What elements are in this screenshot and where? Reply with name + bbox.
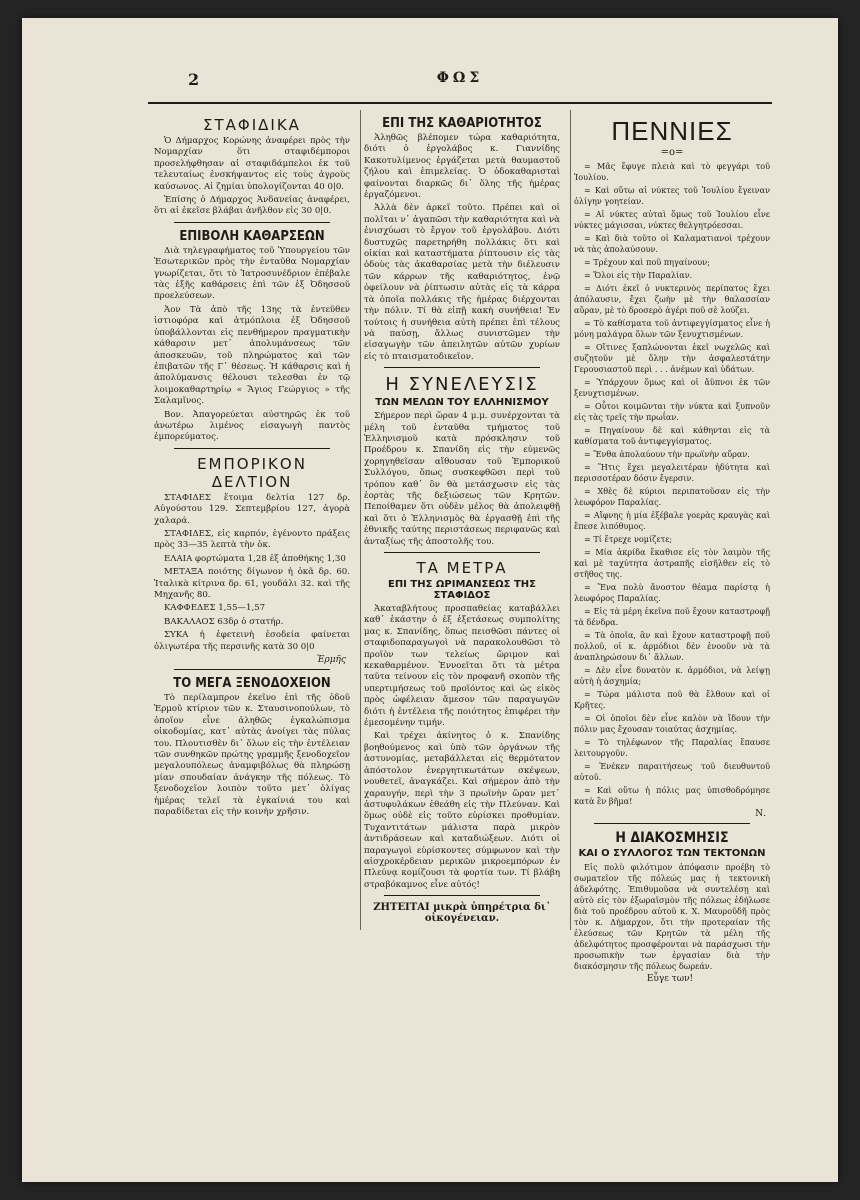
article-pennies — [574, 116, 770, 819]
pennies-line: = Τὸ καθίσματα τοῦ ἀντιφεγγίσματος εἶνε ἡ μόνη μαλάγρα ὅλων τῶν ξενυχτισμένων. — [574, 318, 770, 339]
article-title: Η ΣΥΝΕΛΕΥΣΙΣ — [385, 374, 539, 396]
paper-title: ΦΩΣ — [436, 70, 484, 86]
pennies-line: = Τὸ τηλέφωνον τῆς Παραλίας ἔπαυσε λειτουργοῦν. — [574, 737, 770, 758]
column-divider — [360, 110, 361, 930]
pennies-line: = Πηγαίνουν δὲ καὶ κάθηνται εἰς τὰ καθίσματα τοῦ ἀντιφεγγίσματος. — [574, 425, 770, 446]
pennies-line: = Δὲν εἶνε δυνατὸν κ. ἁρμόδιοι, νὰ λείψῃ αὐτὴ ἡ ἀσχημία; — [574, 665, 770, 686]
article-paragraph: Ἀκαταβλήτους προσπαθείας καταβάλλει καθ᾽ ἑκάστην ὁ ἐξ ἐξετάσεως συμπολίτης μας κ. Σπανίδης, ὅπως πεισθῶσι πάντες οἱ σταφιδοπαραγωγοὶ νὰ παρακολουθῶσι τὸ προϊὸν των τελείως ὥριμον καὶ κεκαθαρμένον. Ἐννοεῖται ὅτι τὰ μέτρα ταῦτα τείνουν εἰς τὸν προφανῆ σκοπὸν τῆς υπερτιμήσεως τοῦ προϊόντος καὶ ὡς εἰκὸς πρὸς ὠφέλειαν ἄμεσον τῶν παραγωγῶν διότι ἡ ἐντέλεια τῆς ποιότητος ἐπιφέρει τὴν ἐμεσομένην τιμήν. — [364, 604, 560, 729]
section-rule — [384, 552, 540, 553]
classified-ad: ΖΗΤΕΙΤΑΙ μικρὰ ὑπηρέτρια δι᾽ οἰκογένειαν. — [373, 902, 551, 925]
article-title: ΣΤΑΦΙΔΙΚΑ — [203, 116, 301, 134]
article-title: ΕΜΠΟΡΙΚΟΝ ΔΕΛΤΙΟΝ — [197, 454, 307, 491]
pennies-line: = Ἕνα πολὺ ἄνοστον θέαμα παρίστᾳ ἡ λεωφόρος Παραλίας. — [574, 582, 770, 603]
section-rule — [174, 222, 330, 223]
section-rule — [384, 895, 540, 896]
pennies-line: = Τρέχουν καὶ ποῦ πηγαίνουν; — [584, 257, 710, 267]
pennies-line: = Αἴφνης ἡ μία ἐξέβαλε γοερὰς κραυγὰς καὶ ἔπεσε λιπόθυμος. — [574, 510, 770, 531]
article-title: Η ΔΙΑΚΟΣΜΗΣΙΣ — [615, 830, 729, 846]
article-title: ΤΑ ΜΕΤΡΑ — [416, 559, 508, 577]
section-rule — [174, 669, 330, 670]
article-paragraph: ΒΑΚΑΛΑΟΣ 63δρ ὁ στατήρ. — [164, 616, 284, 627]
article-signature: Ν. — [755, 809, 766, 819]
article-paragraph: Βον. Ἀπαγορεύεται αὐστηρῶς ἐκ τοῦ ἀνωτέρω λιμένος εἰσαγωγὴ παντὸς ἐμπορεύματος. — [154, 409, 350, 443]
article-title: ΠΕΝΝΙΕΣ — [611, 116, 733, 146]
article-paragraph: Διὰ τηλεγραφήματος τοῦ Ὑπουργείου τῶν Ἐσωτερικῶν πρὸς τὴν ἐνταῦθα Νομαρχίαν γνωρίζεται, ὅτι τὸ Ἰατροσυνέδριον ἐπέβαλε τὰς ἑξῆς καθάρσεις ἐπὶ τῶν ἐξ Ὀδησσοῦ προελεύσεων. — [154, 245, 350, 302]
article-paragraph: Καὶ τρέχει ἀκίνητος ὁ κ. Σπανίδης βοηθούμενος καὶ ὑπὸ τῶν ὀργάνων τῆς ἀστυνομίας, μεταβάλλεται εἰς θερμότατον ἀπόστολον ἐνεργητικωτάτων σκέψεων, νουθετεῖ, ἀναγκάζει. Καὶ σήμερον ἀπὸ τὴν χαραυγήν, περὶ τὴν 3 πρωϊνὴν ὥραν μετ᾽ ἀστυφυλάκων ἐθεάθη εἰς τὴν Πλεύναν. Καὶ ὅμως οὐδὲ εἰς τοῦτο εὑρίσκει προθυμίαν. Τυχαντιτάτων μάλιστα παρὰ μικρὸν ἀντιδράσεων καὶ καταδιώξεων. Διότι οἱ παραγωγοὶ εὑρίσκοντες σύμφωνον καὶ τὴν αἰσχροκέρδειαν μερικῶν μικροεμπόρων ἐν Πλεύνᾳ κομίζουσι τὰ φορτία των. Τί βλάβη στραβόκαμνος εἶνε αὐτός! — [364, 731, 560, 890]
pennies-line: = Καὶ οὕτω αἱ νύκτες τοῦ Ἰουλίου ἔγειναν ὀλίγην γοητείαν. — [574, 185, 770, 206]
pennies-line: = Ἐνέκεν παραιτήσεως τοῦ διευθυντοῦ αὐτοῦ. — [574, 761, 770, 782]
pennies-line: = Τί ἔτρεχε νομίζετε; — [584, 534, 673, 544]
pennies-line: = Εἰς τὰ μέρη ἐκεῖνα ποῦ ἔχουν καταστροφῇ τὰ δένδρα. — [574, 606, 770, 627]
article-paragraph: Τὸ περίλαμπρον ἐκεῖνο ἐπὶ τῆς ὁδοῦ Ἑρμοῦ κτίριον τῶν κ. Σταυσινοπούλων, τὸ ὁποῖον εἶνε ἀληθῶς ἐγκαλώπισμα οἰκοδομίας, κατ᾽ αὐτὰς ἀνοίγει τὰς πύλας του. Πλουτισθὲν δι᾽ ὅλων εἰς τὴν ἐντέλειαν τῶν συνθηκῶν πρώτης γραμμῆς ξενοδοχεῖον μεγαλουπόλεως ἀναμφιβόλως θὰ πληρώσῃ μίαν σπουδαίαν ἀνάγκην τῆς πόλεως. Τὸ ξενοδοχεῖον λοιπὸν τοῦτο μετ᾽ ὀλίγας ἡμέρας τελεῖ τὰ ἐγκαίνιά του καὶ παραδίδεται εἰς τὴν κοινὴν χρῆσιν. — [154, 693, 350, 818]
column-divider — [570, 110, 571, 930]
article-paragraph: ΣΥΚΑ ἡ ἐφετεινὴ ἐσοδεία φαίνεται ὀλιγωτέρα τῆς περσινῆς κατὰ 30 0|0 — [154, 630, 350, 652]
pennies-line: = Μία ἀκρίδα ἔκαθισε εἰς τὸν λαιμὸν τῆς καὶ μὲ ταχύτητα ἀστραπῆς εἰσῆλθεν εἰς τὸ στῆθος της. — [574, 547, 770, 579]
pennies-line: = Ὑπάρχουν ὅμως καὶ οἱ ἄϋπνοι ἐκ τῶν ξενυχτισμένων. — [574, 377, 770, 398]
article-subtitle: ΤΩΝ ΜΕΛΩΝ ΤΟΥ ΕΛΛΗΝΙΣΜΟΥ — [375, 397, 549, 409]
section-rule — [384, 367, 540, 368]
article-paragraph: Ὁ Δήμαρχος Κορώνης ἀναφέρει πρὸς τὴν Νομαρχίαν ὅτι σταφιδέμποροι προσελήφθησαν αἱ σταφιδάμπελοι ἐκ τοῦ τελευταίως ἐνσκήψαντος εἰς τοὺς ἀγροὺς καύσωνος. Αἱ ζημίαι ὑπολογίζονται 40 0|0. — [154, 136, 350, 192]
article-katharseis — [154, 229, 350, 444]
article-title: ΕΠΙΒΟΛΗ ΚΑΘΑΡΣΕΩΝ — [179, 228, 325, 244]
article-decoration — [574, 830, 770, 984]
article-paragraph: ΜΕΤΑΞΑ ποιότης δίγωνον ἡ ὀκᾶ δρ. 60. Ἰταλικὰ κίτρινα δρ. 61, γουδάλι 32. καὶ τῆς Μηχανῆς 80. — [154, 567, 350, 600]
article-measures — [364, 559, 560, 891]
page-number: 2 — [188, 70, 200, 89]
article-cleanliness — [364, 116, 560, 363]
article-assembly — [364, 374, 560, 548]
pennies-line: = Οἱ ὁποῖοι δὲν εἶνε καλὸν νὰ ἴδουν τὴν πόλιν μας ἔχουσαν τοιαύτας ἀσχημίας. — [574, 713, 770, 734]
article-paragraph: Σήμερον περὶ ὥραν 4 μ.μ. συνέρχονται τὰ μέλη τοῦ ἐνταῦθα τμήματος τοῦ Ἑλληνισμοῦ κατὰ πρόσκλησιν τοῦ Προέδρου κ. Σπανίδη εἰς τὴν εὐμενῶς χορηγηθεῖσαν αἴθουσαν τοῦ Ἐμπορικοῦ Συλλόγου, ὅπως συσκεφθῶσι περὶ τοῦ τρόπου καθ᾽ ὃν θὰ μετάσχωσιν εἰς τὰς ἑορτὰς τῆς δεξιώσεως τῶν Κρητῶν. Πεποίθαμεν ὅτι οὐδὲν μέλος θὰ ἀπολειφθῇ καὶ ὅτι ὁ Ἑλληνισμὸς θὰ ἐργασθῇ ἐπὶ τῆς ἐθνικῆς ταύτης περιστάσεως περιφανῶς καὶ ἀνταξίως τῆς ἀποστολῆς του. — [364, 411, 560, 547]
pennies-line: = Καὶ οὕτω ἡ πόλις μας ὑπισθοδρόμησε κατὰ ἓν βῆμα! — [574, 785, 770, 806]
pennies-line: = Οὗτοι κοιμῶνται τὴν νύκτα καὶ ξυπνοῦν εἰς τὰς τρεῖς τὴν πρωΐαν. — [574, 401, 770, 422]
masthead-rule — [148, 102, 772, 104]
pennies-line: = Οἵτινες ξαπλώνονται ἐκεῖ νωχελῶς καὶ συζητοῦν μὲ ὅλην τὴν ἀσφαλεστάτην Γερουσιαστοῦ περὶ . . . ἀνέμων καὶ ὑδάτων. — [574, 342, 770, 374]
column-left — [154, 110, 350, 1170]
newspaper-page — [22, 18, 838, 1182]
article-stafidika — [154, 116, 350, 218]
article-paragraph: Ἀληθῶς βλέπομεν τώρα καθαριότητα, διότι ὁ ἐργολάβος κ. Γιαννίδης Κακοτυλίμενος ἐργάζεται μετὰ θαυμαστοῦ ζήλου καὶ ἐπιμελείας. Ὁ ὁδοκαθαρισταὶ φαίνονται διαρκῶς δι᾽ ὅλης τῆς ἡμέρας ἐργαζόμενοι. — [364, 133, 560, 201]
article-paragraph: Ἀον Τὰ ἀπὸ τῆς 13ης τὰ ἐντεῦθεν ἱστιοφόρα καὶ ἀτμόπλοια ἐξ Ὀδησσοῦ ὑποβάλλονται εἰς πενθήμερον πραγματικὴν κάθαρσιν μετ᾽ ἀπολυμάνσεως τῶν ἀποσκευῶν, τοῦ πληρώματος καὶ τῶν ἐπιβατῶν τῆς Γ᾽ θέσεως. Ἡ κάθαρσις καὶ ἡ ἀπολύμανσις θέλουσι τελεσθαι ἐν τῷ λοιμοκαθαρτηρίῳ « Ἅγιος Γεώργιος » τῆς Σαλαμῖνος. — [154, 304, 350, 407]
pennies-line: = Διότι ἐκεῖ ὁ νυκτερινὸς περίπατος ἔχει ἀπόλαυσιν, ἔχει ζωὴν μὲ τὴν θαλασσίαν αὔραν, μὲ τὸ δροσερὸ ἀγέρι ποῦ σὲ λούζει. — [574, 283, 770, 315]
pennies-line: = Ὅλοι εἰς τὴν Παραλίαν. — [584, 270, 693, 280]
article-subtitle: ΚΑΙ Ο ΣΥΛΛΟΓΟΣ ΤΩΝ ΤΕΚΤΟΝΩΝ — [578, 848, 766, 859]
article-hotel — [154, 676, 350, 818]
article-deltion — [154, 455, 350, 665]
pennies-line: = Αἱ νύκτες αὐταὶ ὅμως τοῦ Ἰουλίου εἶνε νύκτες μάγισσαι, νύκτες θελγητρόεσσαι. — [574, 209, 770, 230]
pennies-line: = Ἥτις ἔχει μεγαλειτέραν ἡδύτητα καὶ περισσοτέραν δόσιν ἔγερσιν. — [574, 462, 770, 483]
article-signature: Εὖγε των! — [646, 974, 694, 984]
pennies-line: = Χθὲς δὲ κύριοι περιπατοῦσαν εἰς τὴν λεωφόρον Παραλίας. — [574, 486, 770, 507]
masthead — [148, 70, 772, 98]
pennies-line: = Ἔνθα ἀπολαύουν τὴν πρωϊνὴν αὔραν. — [584, 449, 750, 459]
article-paragraph: ΕΛΑΙΑ φορτώματα 1,28 ἐξ ἀποθήκης 1,30 — [164, 553, 346, 564]
pennies-list — [574, 161, 770, 807]
ornament-divider: =o= — [660, 147, 684, 158]
article-paragraph: ΣΤΑΦΙΔΕΣ ἕτοιμα δελτία 127 δρ. Αὐγούστου 129. Σεπτεμβρίου 127, ἀγορὰ χαλαρά. — [154, 492, 350, 526]
column-right — [574, 110, 770, 1170]
article-paragraph: ΚΑΦΦΕΔΕΣ 1,55—1,57 — [164, 603, 266, 614]
article-paragraph: ΣΤΑΦΙΔΕΣ, εἰς καρπόν, ἐγένοντο πράξεις πρὸς 33—35 λεπτὰ τὴν ὀκ. — [154, 528, 350, 551]
article-title: ΤΟ ΜΕΓΑ ΞΕΝΟΔΟΧΕΙΟΝ — [173, 676, 331, 692]
article-paragraph: Ἐπίσης ὁ Δήμαρχος Ἀνδανείας ἀναφέρει, ὅτι αἱ ἐκεῖσε βλάβαι ἀνῆλθον εἰς 30 0|0. — [154, 195, 350, 217]
section-rule — [174, 448, 330, 449]
pennies-line: = Μᾶς ἔφυγε πλειὰ καὶ τὸ φεγγάρι τοῦ Ἰουλίου. — [574, 161, 770, 182]
article-title: ΕΠΙ ΤΗΣ ΚΑΘΑΡΙΟΤΗΤΟΣ — [382, 116, 542, 131]
article-paragraph: Εἰς πολὺ φιλότιμον ἀπόφασιν προέβη τὸ σωματεῖον τῆς πόλεώς μας ἡ τεκτονικὴ ἀδελφότης. Ἐπιθυμοῦσα νὰ συντελέσῃ καὶ αὐτὸ εἰς τὸν ἐξωραϊσμὸν τῆς πόλεως ἐδήλωσε διὰ τοῦ προέδρου αὐτοῦ κ. Χ. Μαυροῦδῆ πρὸς τὸν κ. Δήμαρχον, ὅτι τὴν προτεραίαν τῆς ἐλεύσεως τῶν Κρητῶν τὰ μέλη τῆς ἀδελφότητος προσφέρονται νὰ παράσχωσι τὴν προσωπικὴν των ἐργασίαν διὰ τὴν διακόσμησιν τῆς πόλεως δωρεάν. — [574, 862, 770, 971]
pennies-line: = Τὰ ὁποῖα, ἂν καὶ ἔχουν καταστροφῇ ποῦ πολλοῦ, οἱ κ. ἁρμόδιοι δὲν ἐνοοῦν νὰ τὰ ἀναπληρώσουν δι᾽ ἄλλων. — [574, 630, 770, 662]
article-signature: Ἑρμῆς — [316, 655, 346, 666]
article-subtitle: ΕΠΙ ΤΗΣ ΩΡΙΜΑΝΣΕΩΣ ΤΗΣ ΣΤΑΦΙΔΟΣ — [387, 579, 536, 601]
pennies-line: = Καὶ διὰ τοῦτο οἱ Καλαματιανοὶ τρέχουν νὰ τὰς ἀπολαύσουν. — [574, 233, 770, 254]
column-middle — [364, 110, 560, 1170]
pennies-line: = Τώρα μάλιστα ποῦ θὰ ἔλθουν καὶ οἱ Κρῆτες. — [574, 689, 770, 710]
article-paragraph: Ἀλλὰ δὲν ἀρκεῖ τοῦτο. Πρέπει καὶ οἱ πολῖται ν᾽ ἀγαπῶσι τὴν καθαριότητα καὶ νὰ ἐνισχύωσι τὸ ἔργον τοῦ ἐργολάβου. Διότι δυστυχῶς παρετηρήθη πολλάκις ὅτι καὶ οἰκίαι καὶ καταστήματα ῥίπτουσιν εἰς τὰς ὁδοὺς τὰς ἀκαθαρσίας μετὰ τὴν διέλευσιν τῶν κάρρων τῆς καθαριότητος, ἐνῷ ὀφείλουν νὰ ῥίπτωσιν αὐτὰς εἰς τὰ κάρρα τὰ ὁποῖα πολλάκις τῆς ἡμέρας διέρχονται τὴν πόλιν. Τί θὰ εἰπῇ κακὴ συνήθεια! Ἐν τούτοις ἡ συνήθεια αὐτὴ πρέπει ἐπὶ τέλους νὰ παύσῃ, ἄλλως συνιστῶμεν τὴν εἰσαγωγὴν τῶν ἀπειλητῶν αὐτῶν χυρίων εἰς τὸ πταισματοδικεῖον. — [364, 203, 560, 362]
section-rule — [594, 823, 750, 824]
